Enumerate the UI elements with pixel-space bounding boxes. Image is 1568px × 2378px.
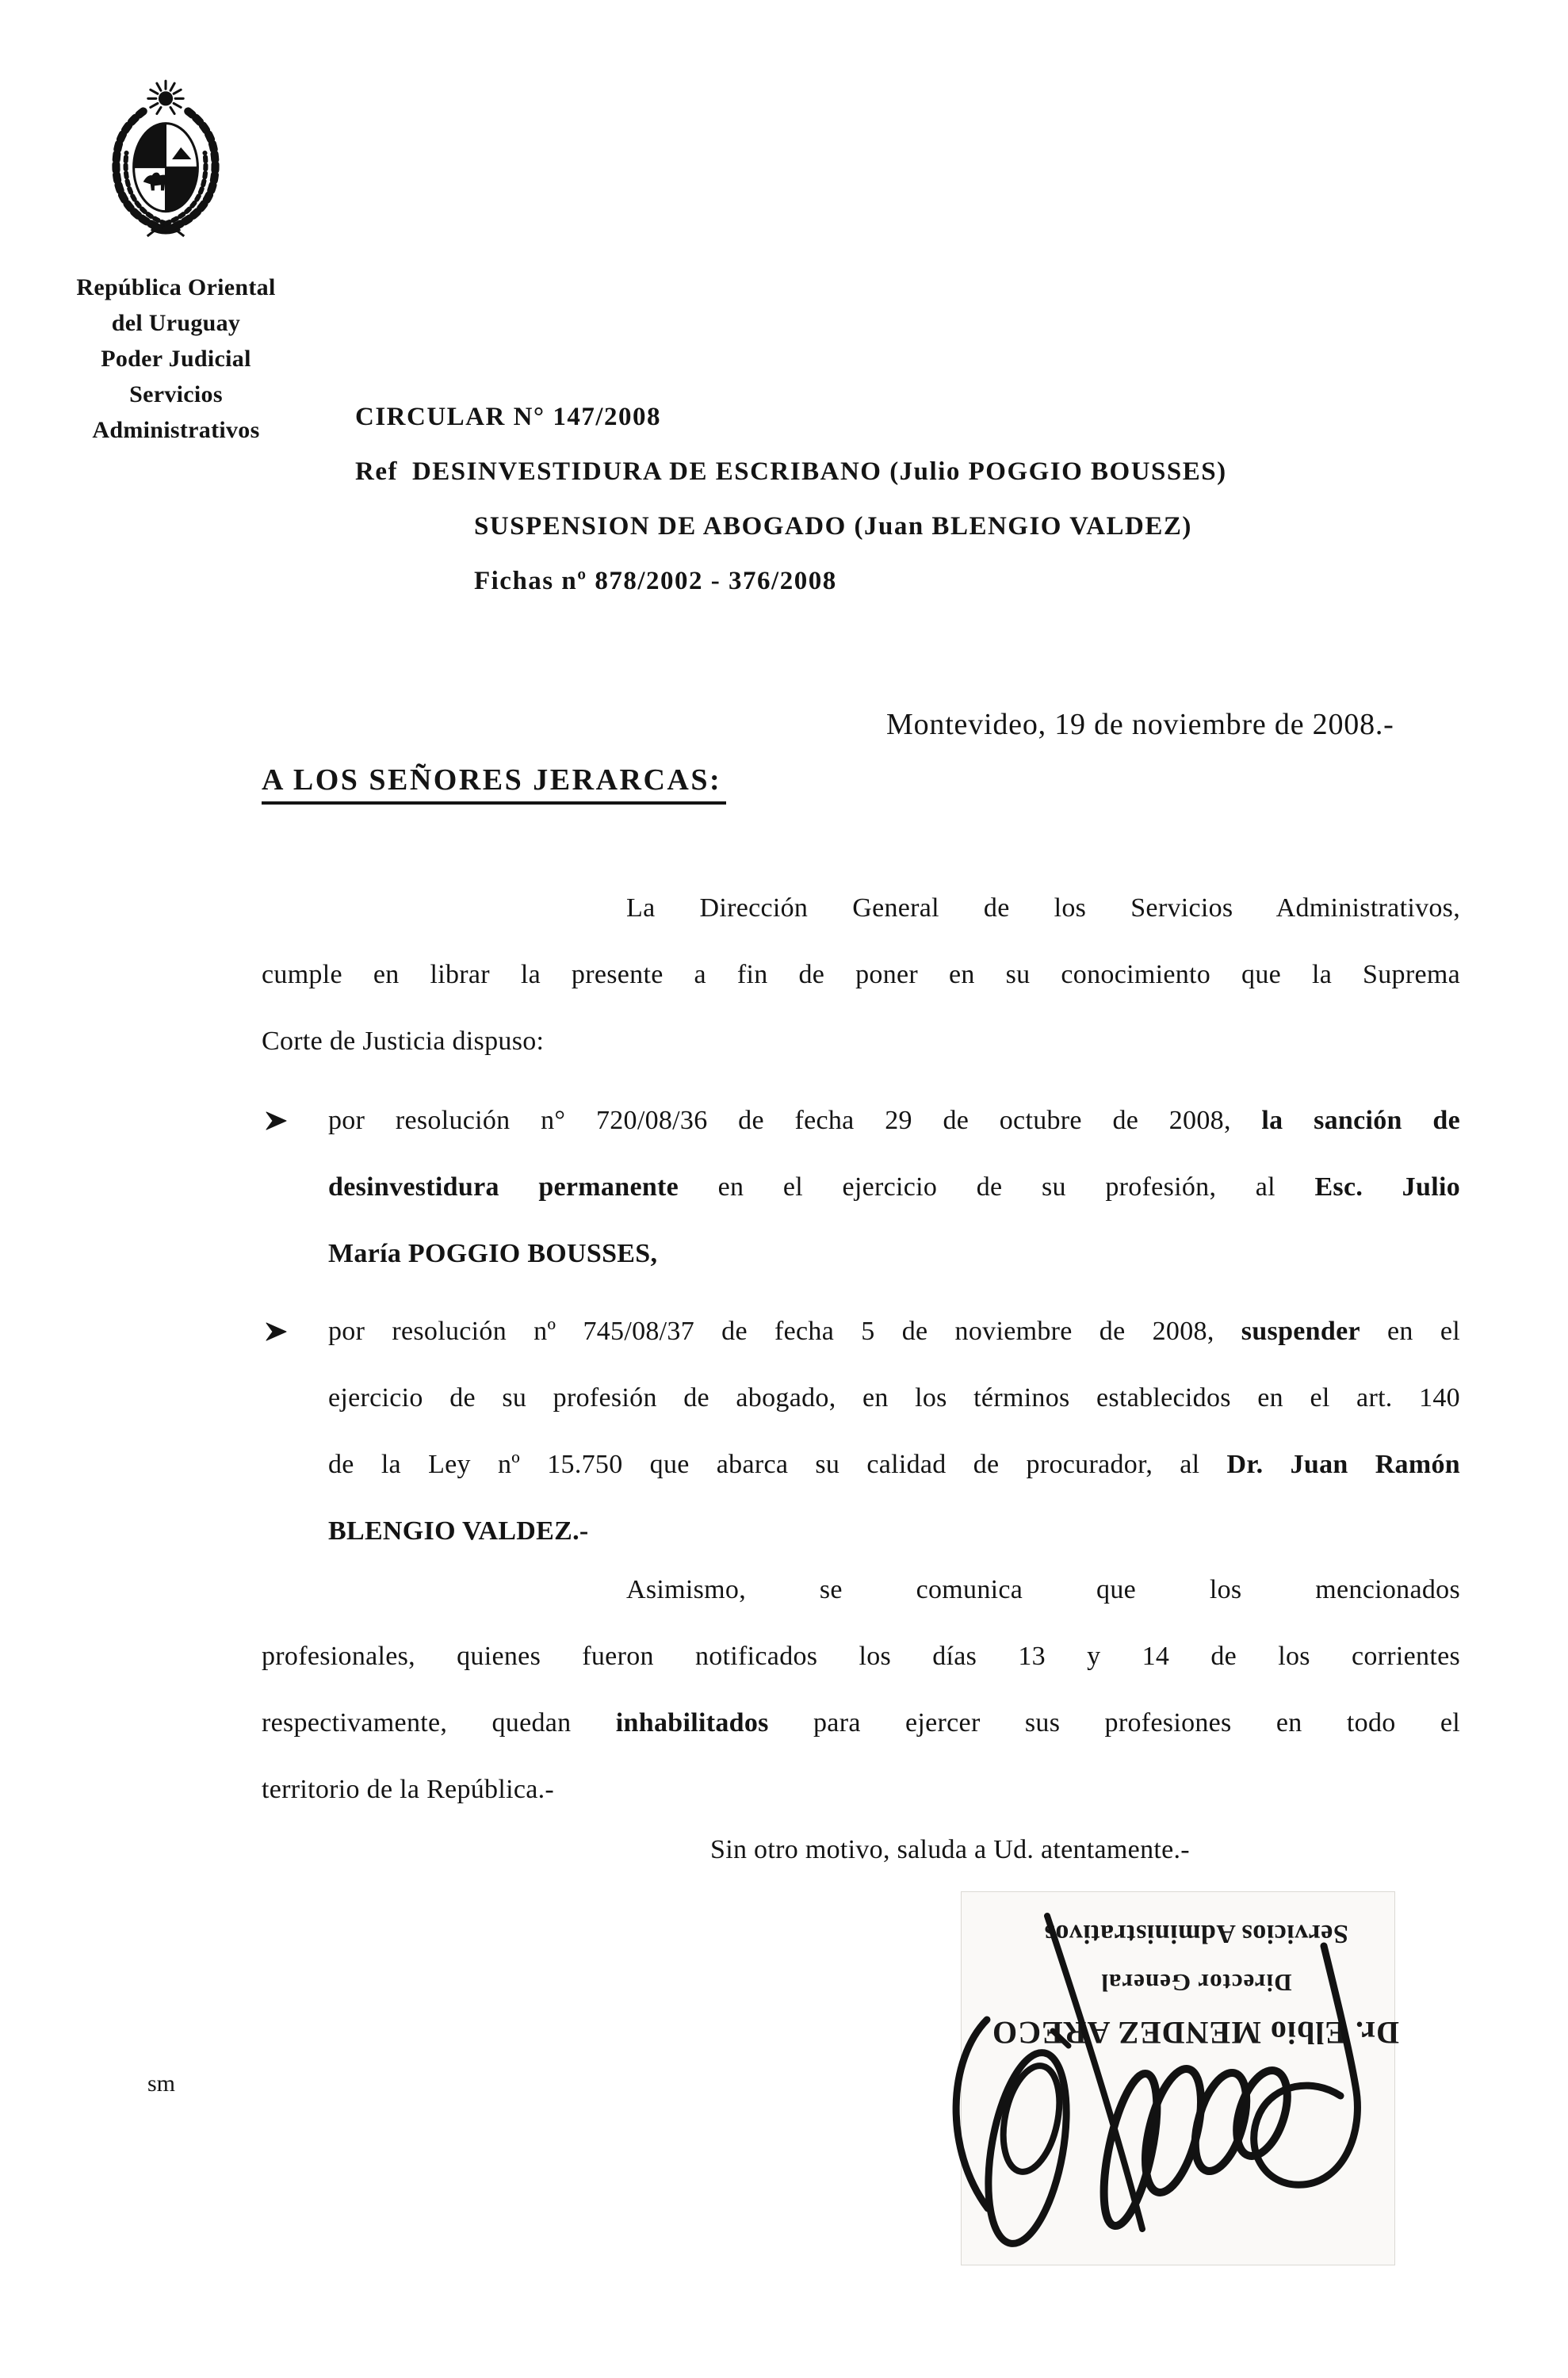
text-line: BLENGIO VALDEZ.- — [328, 1516, 589, 1546]
circular-number: CIRCULAR N° 147/2008 — [355, 403, 662, 431]
bullet-item-desinvestidura — [262, 1088, 1460, 1287]
text-line: por resolución n° 720/08/36 de fecha 29 de octubre de 2008, la sanción de — [328, 1106, 1461, 1135]
letterhead-line: Servicios — [129, 381, 223, 407]
bullet-text — [328, 1298, 1460, 1565]
salutation: A LOS SEÑORES JERARCAS: — [262, 763, 726, 805]
letterhead-org-block — [41, 270, 311, 448]
letterhead-line: Poder Judicial — [101, 346, 251, 372]
closing-text: Sin otro motivo, saluda a Ud. atentamente.- — [710, 1835, 1190, 1864]
text-line: La Dirección General de los Servicios Administrativos, — [626, 893, 1460, 923]
ref-label: Ref — [355, 457, 398, 486]
letterhead-line: del Uruguay — [111, 310, 241, 336]
text-line: profesionales, quienes fueron notificados los días 13 y 14 de los corrientes — [262, 1642, 1460, 1671]
text-line: por resolución nº 745/08/37 de fecha 5 de noviembre de 2008, suspender en el — [328, 1317, 1460, 1346]
paragraph-closing — [262, 1817, 1460, 1883]
text-line: María POGGIO BOUSSES, — [328, 1239, 658, 1268]
text-line: respectivamente, quedan inhabilitados para ejercer sus profesiones en todo el — [262, 1708, 1461, 1738]
bullet-arrowhead-icon — [265, 1321, 289, 1343]
circular-heading — [355, 390, 1227, 609]
text-line: de la Ley nº 15.750 que abarca su calidad de procurador, al Dr. Juan Ramón — [328, 1450, 1460, 1479]
handwritten-signature — [912, 1887, 1427, 2259]
text-line: cumple en librar la presente a fin de poner en su conocimiento que la Suprema — [262, 960, 1460, 989]
letterhead-line: República Oriental — [76, 274, 276, 300]
typist-initials: sm — [147, 2070, 176, 2097]
text-line: desinvestidura permanente en el ejercicio de su profesión, al Esc. Julio — [328, 1172, 1460, 1202]
bullet-item-suspension — [262, 1298, 1460, 1565]
text-line: territorio de la República.- — [262, 1775, 555, 1804]
reference-row — [355, 445, 1227, 609]
stamp-title: Director General — [1100, 1969, 1292, 1997]
reference-lines — [412, 445, 1227, 609]
letterhead-line: Administrativos — [92, 417, 260, 443]
ref-subject-1: DESINVESTIDURA DE ESCRIBANO (Julio POGGIO BOUSSES) — [411, 457, 1227, 486]
bullet-arrowhead-icon — [265, 1110, 289, 1132]
bullet-text — [328, 1088, 1460, 1287]
ref-subject-2: SUSPENSION DE ABOGADO (Juan BLENGIO VALDEZ) — [473, 512, 1192, 541]
ref-fichas: Fichas nº 878/2002 - 376/2008 — [473, 567, 837, 595]
stamp-office: Servicios Administrativos — [1044, 1919, 1348, 1948]
stamp-name: Dr. Elbio MENDEZ ARECO — [992, 2015, 1399, 2051]
uruguay-coat-of-arms-icon — [100, 73, 231, 238]
paragraph-asimismo — [262, 1557, 1460, 1823]
text-line: ejercicio de su profesión de abogado, en los términos establecidos en el art. 140 — [328, 1383, 1460, 1413]
dateline: Montevideo, 19 de noviembre de 2008.- — [886, 708, 1394, 741]
text-line: Asimismo, se comunica que los mencionados — [626, 1575, 1460, 1604]
paragraph-intro — [262, 875, 1460, 1075]
text-line: Corte de Justicia dispuso: — [262, 1027, 545, 1056]
